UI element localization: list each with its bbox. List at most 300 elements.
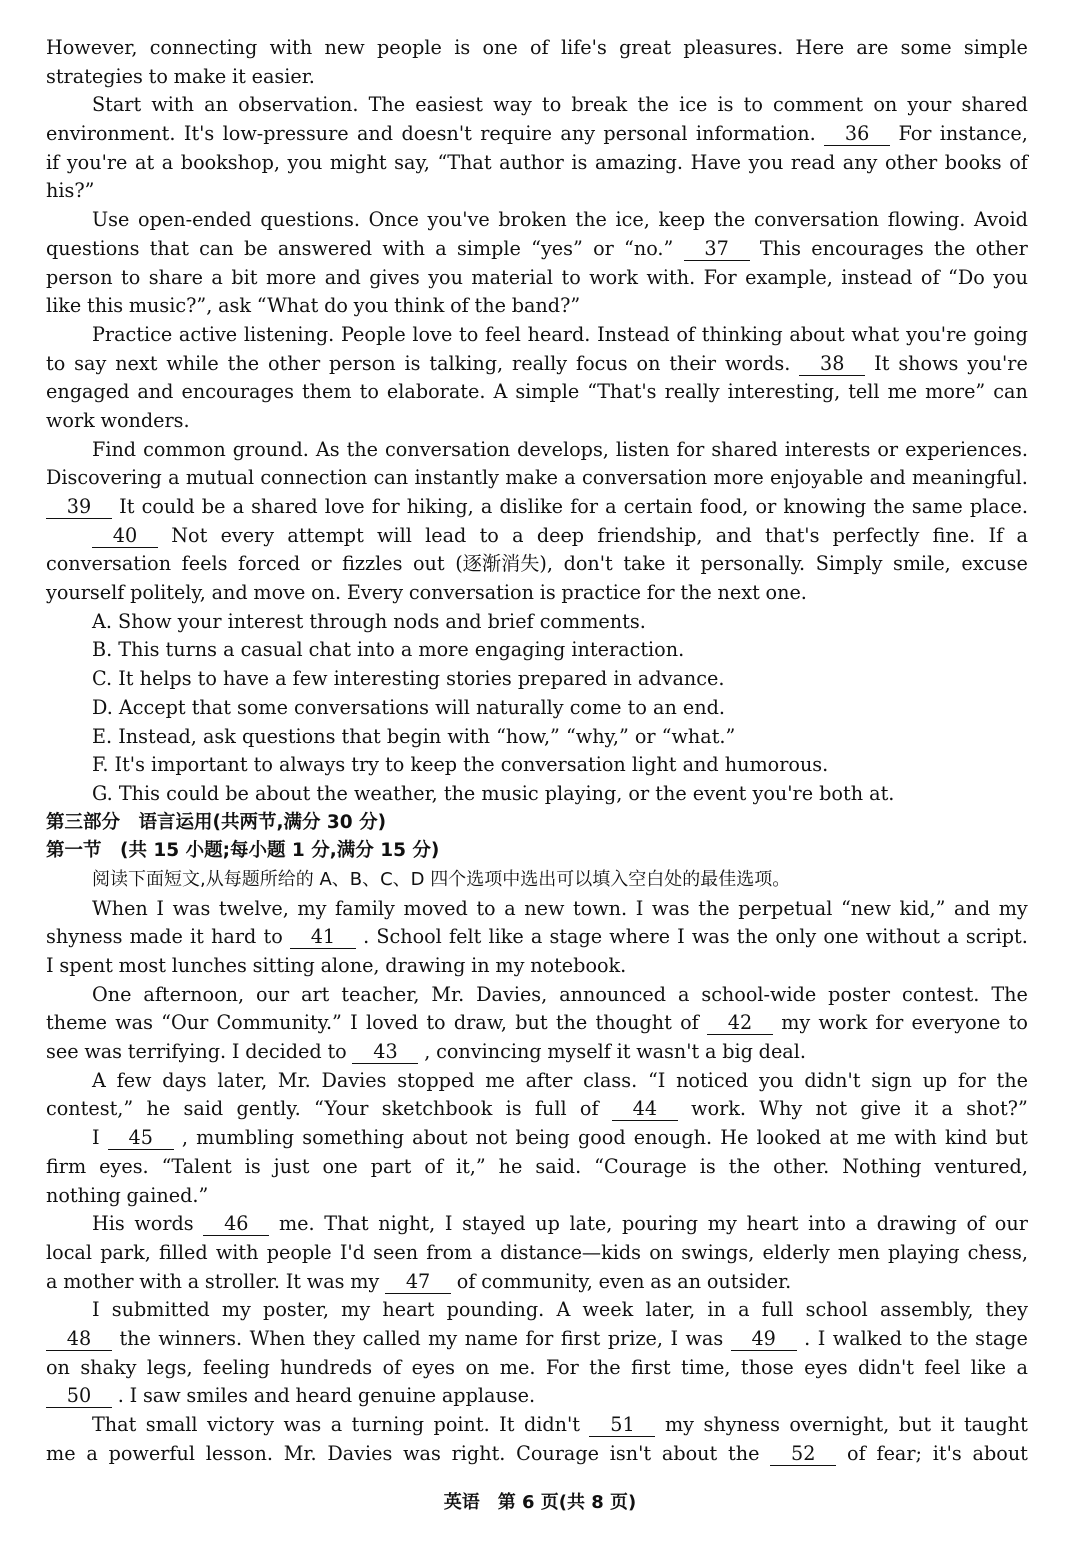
word: eyes. (99, 1154, 149, 1178)
word: Mr. (283, 1441, 317, 1465)
word: say, (394, 150, 430, 174)
word: your (907, 93, 952, 117)
word: tell (848, 380, 880, 404)
word: yourself (46, 581, 125, 605)
word: prize, (607, 1326, 663, 1350)
word: can (373, 466, 409, 490)
word: the (227, 351, 260, 375)
word: really (512, 351, 568, 375)
word: to (561, 265, 581, 289)
word: on. (311, 581, 342, 605)
word: other (975, 236, 1028, 260)
word: later, (645, 1298, 696, 1322)
word: personal (603, 122, 688, 146)
word: forced (238, 552, 301, 576)
word: mother (63, 1269, 134, 1293)
word: any (560, 122, 596, 146)
word: people (376, 36, 442, 59)
word: genuine (357, 1384, 437, 1408)
word: lead (425, 523, 467, 547)
text-line (46, 1411, 1028, 1440)
word: Mr. (277, 1068, 311, 1092)
word: or (593, 236, 614, 260)
word: big (722, 1040, 753, 1064)
text-line (46, 952, 1028, 981)
word: mumbling (196, 1126, 295, 1150)
text-line (46, 264, 1028, 293)
word: conversation (582, 466, 708, 490)
word: People (340, 322, 406, 346)
word: everyone (911, 1011, 1001, 1035)
word: legs, (146, 1355, 193, 1379)
answer-blank-40: 40 (92, 525, 158, 548)
word: for (875, 1011, 904, 1035)
word: me (485, 1068, 515, 1092)
answer-blank-42: 42 (707, 1012, 773, 1035)
word: and (356, 122, 394, 146)
word: small (145, 1413, 198, 1436)
word: at (829, 1126, 849, 1150)
word: a (605, 495, 617, 518)
text-line (46, 63, 1028, 92)
word: was (306, 1269, 345, 1293)
word: conversation (408, 581, 534, 605)
text-line (46, 378, 1028, 407)
word: you're (967, 351, 1028, 375)
word: ice (679, 93, 708, 117)
word: way (493, 93, 532, 117)
word: one (482, 36, 518, 59)
word: the (575, 208, 607, 232)
text-line (46, 436, 1028, 465)
word: nothing (46, 1183, 121, 1207)
word: “Talent (161, 1154, 232, 1178)
word: of (530, 36, 549, 59)
text-line (46, 1067, 1028, 1096)
word: the (996, 1068, 1028, 1092)
word: didn't (804, 1068, 861, 1092)
word: excuse (961, 552, 1028, 576)
word: fizzles (342, 552, 403, 576)
word: Once (368, 208, 419, 232)
word: the (698, 896, 730, 920)
text-line (46, 1210, 1028, 1239)
word: perfectly (832, 523, 920, 547)
page-footer: 英语 第 6 页(共 8 页) (443, 1492, 637, 1513)
word: for (676, 437, 705, 461)
word: environment. (46, 122, 176, 146)
word: . (363, 925, 370, 949)
word: first (560, 1326, 601, 1350)
word: elderly (762, 1240, 830, 1264)
word: stayed (462, 1212, 526, 1236)
word: will (377, 523, 412, 547)
word: while (166, 351, 219, 375)
word: as (650, 1269, 672, 1293)
word: feel (484, 322, 521, 346)
word: outsider. (706, 1269, 792, 1293)
word: at (135, 150, 155, 174)
word: perpetual (738, 896, 833, 920)
word: instead (841, 265, 913, 289)
word: and (869, 466, 906, 490)
word: on (46, 1355, 70, 1379)
text-line (46, 464, 1028, 493)
word: stopped (397, 1068, 475, 1092)
word: kind (944, 1126, 988, 1150)
word: it (190, 925, 204, 949)
word: on (649, 1240, 674, 1264)
word: are (856, 36, 889, 59)
answer-blank-43: 43 (352, 1041, 418, 1064)
word: or (877, 437, 899, 461)
word: observation. (238, 93, 359, 117)
word: was (691, 925, 730, 949)
word: It (499, 1413, 515, 1436)
word: . (117, 1384, 124, 1408)
word: is (244, 1154, 261, 1178)
word: do (324, 294, 348, 318)
option-f: F. It's important to always try to keep the conversation light and humorous. (92, 753, 829, 777)
word: filled (158, 1240, 208, 1264)
word: more (713, 466, 764, 490)
word: with (215, 1240, 259, 1264)
word: shared (711, 437, 778, 461)
text-line (46, 1124, 1028, 1153)
answer-blank-52: 52 (770, 1443, 836, 1466)
word: Have (690, 150, 741, 174)
page-content (46, 34, 1028, 1468)
word: men (837, 1240, 880, 1264)
word: notebook. (530, 954, 627, 977)
word: town. (572, 896, 628, 920)
word: ground. (232, 437, 309, 461)
word: of (847, 1441, 866, 1465)
word: what (851, 322, 900, 346)
word: heard (295, 1384, 353, 1408)
text-line (46, 1153, 1028, 1182)
answer-blank-41: 41 (290, 926, 356, 949)
word: he (146, 1097, 171, 1121)
word: “That's (587, 380, 657, 404)
word: days (162, 1068, 207, 1092)
word: a (480, 495, 493, 518)
word: of (966, 1212, 986, 1236)
word: up (922, 1068, 948, 1092)
word: However, (46, 36, 138, 59)
word: might (329, 150, 387, 174)
text-line (46, 493, 1028, 522)
word: draw, (453, 1011, 507, 1035)
word: I (156, 896, 164, 920)
word: into (808, 1212, 846, 1236)
word: the (936, 1326, 968, 1350)
word: A (92, 1068, 106, 1092)
word: amazing. (594, 150, 683, 174)
word: point. (433, 1413, 490, 1436)
word: poster, (263, 1298, 329, 1322)
word: heart (746, 1212, 799, 1236)
word: kid,” (899, 896, 946, 920)
word: It's (183, 122, 215, 146)
word: heard. (527, 322, 591, 346)
word: easier. (251, 64, 315, 88)
word: work. (691, 1097, 747, 1121)
word: elaborate. (386, 380, 486, 404)
word: their (669, 351, 717, 375)
word: to (327, 1040, 347, 1064)
text-line (46, 120, 1028, 149)
word: school-wide (701, 982, 817, 1006)
word: my (297, 896, 327, 920)
text-line (46, 1440, 1028, 1469)
word: of (450, 294, 469, 318)
word: meaningful. (912, 466, 1028, 490)
word: a (168, 466, 180, 490)
word: is (454, 36, 471, 59)
word: Use (92, 208, 130, 232)
word: friendship, (597, 523, 703, 547)
word: later, (217, 1068, 268, 1092)
word: most (118, 954, 166, 977)
word: more (265, 265, 317, 289)
word: work (589, 265, 638, 289)
word: pouring (621, 1212, 699, 1236)
word: one. (765, 581, 807, 605)
text-line (46, 1239, 1028, 1268)
word: One (92, 982, 132, 1006)
word: Practice (92, 322, 173, 346)
word: full (534, 1097, 567, 1121)
word: taught (963, 1413, 1028, 1436)
word: develops, (517, 437, 609, 461)
word: Community.” (216, 1011, 342, 1035)
word: Nothing (842, 1154, 922, 1178)
word: wonders. (100, 408, 190, 432)
word: and (211, 581, 248, 605)
word: but (995, 1126, 1028, 1150)
word: of (424, 1154, 443, 1178)
word: or (755, 495, 777, 518)
word: low-pressure (222, 122, 349, 146)
word: drawing (876, 1212, 957, 1236)
word: politely, (130, 581, 206, 605)
word: Davies, (476, 982, 548, 1006)
word: say (74, 351, 107, 375)
word: didn't (857, 1355, 915, 1379)
text-line (46, 1038, 1028, 1067)
word: Courage (516, 1441, 600, 1465)
word: knowing (783, 495, 867, 518)
word: enjoyable (770, 466, 864, 490)
word: This (759, 236, 801, 260)
word: comment (773, 93, 864, 117)
word: was (685, 1326, 724, 1350)
word: work (46, 408, 95, 432)
word: and (324, 265, 361, 289)
word: made (129, 925, 183, 949)
word: me. (278, 1212, 315, 1236)
word: full (761, 1298, 794, 1322)
text-line (46, 91, 1028, 120)
word: announced (559, 982, 667, 1006)
word: one (823, 925, 859, 949)
word: only (775, 925, 817, 949)
word: author (499, 150, 564, 174)
word: on (636, 351, 661, 375)
word: keep (658, 208, 706, 232)
word: conversation (753, 208, 880, 232)
word: is (505, 1097, 522, 1121)
word: break (571, 93, 628, 117)
word: loved (365, 1011, 419, 1035)
word: but (515, 1011, 548, 1035)
word: to (148, 64, 168, 88)
word: turning (351, 1413, 425, 1436)
word: experiences. (905, 437, 1028, 461)
word: enough. (633, 1126, 713, 1150)
word: a (232, 495, 245, 518)
word: shows (898, 351, 959, 375)
word: just (273, 1154, 310, 1178)
word: broken (498, 208, 567, 232)
word: gives (369, 265, 420, 289)
word: answered (277, 236, 373, 260)
word: from (426, 1240, 473, 1264)
word: to (46, 351, 66, 375)
word: shot?” (966, 1097, 1028, 1121)
word: to (479, 523, 499, 547)
word: terrifying. (127, 1040, 227, 1064)
word: an (677, 1269, 702, 1293)
word: said. (535, 1154, 582, 1178)
word: I (817, 1326, 826, 1350)
word: distance—kids (500, 1240, 642, 1264)
word: Here (795, 36, 845, 59)
word: It (119, 495, 135, 518)
word: When (249, 1326, 306, 1350)
word: to (542, 93, 562, 117)
word: with (269, 36, 313, 59)
word: going (973, 322, 1028, 346)
word: me (887, 380, 918, 404)
word: the (873, 495, 905, 518)
word: listening. (243, 322, 335, 346)
word: park, (100, 1240, 151, 1264)
word: move (253, 581, 306, 605)
word: and (253, 1384, 290, 1408)
word: my (664, 1413, 694, 1436)
word: a (947, 925, 959, 949)
word: ventured, (934, 1154, 1028, 1178)
word: questions (46, 236, 140, 260)
word: lesson. (205, 1441, 273, 1465)
word: a (530, 925, 543, 949)
answer-blank-37: 37 (684, 238, 750, 261)
word: “I (647, 1068, 666, 1092)
text-line (46, 292, 1028, 321)
word: and (715, 523, 752, 547)
word: for (957, 1068, 986, 1092)
word: art (301, 982, 330, 1006)
word: practice (561, 581, 642, 605)
word: every (220, 523, 275, 547)
word: a (738, 1298, 750, 1322)
word: A (493, 380, 508, 404)
word: other. (773, 1154, 830, 1178)
word: Avoid (974, 208, 1028, 232)
word: could (141, 495, 195, 518)
word: “new (840, 896, 891, 920)
word: next (717, 581, 760, 605)
word: wasn't (636, 1040, 700, 1064)
word: to (909, 1326, 929, 1350)
word: it (616, 1040, 631, 1064)
word: something (302, 1126, 405, 1150)
word: Mr. (431, 982, 465, 1006)
word: more” (925, 380, 986, 404)
word: some (900, 36, 952, 59)
word: Find (92, 437, 137, 461)
word: said (183, 1097, 224, 1121)
word: “Our (161, 1011, 209, 1035)
word: eyes (411, 1355, 456, 1379)
word: I (92, 1298, 100, 1322)
word: with (151, 93, 194, 117)
word: my (495, 954, 525, 977)
word: is (699, 1154, 716, 1178)
word: to (743, 93, 763, 117)
word: my (341, 1298, 371, 1322)
word: Why (759, 1097, 803, 1121)
word: That (324, 1212, 369, 1236)
word: if (46, 150, 60, 174)
word: simple (515, 380, 580, 404)
text-line (46, 1296, 1028, 1325)
word: our (994, 1212, 1028, 1236)
word: common (143, 437, 226, 461)
word: was (172, 896, 211, 920)
word: a (435, 236, 447, 260)
word: read (790, 150, 836, 174)
word: this (87, 294, 124, 318)
answer-blank-47: 47 (385, 1271, 451, 1294)
word: any (842, 150, 878, 174)
word: it (914, 1097, 929, 1121)
word: a (677, 982, 690, 1006)
word: simple (456, 236, 521, 260)
word: time, (681, 1355, 731, 1379)
answer-blank-48: 48 (46, 1328, 112, 1351)
word: and (954, 896, 991, 920)
word: name (464, 1326, 519, 1350)
word: of (1009, 150, 1028, 174)
word: attempt (287, 523, 364, 547)
word: winners. (158, 1326, 243, 1350)
option-e: E. Instead, ask questions that begin with “how,” “why,” or “what.” (92, 724, 736, 748)
word: a (161, 150, 174, 174)
word: where (609, 925, 670, 949)
word: local (46, 1240, 93, 1264)
word: was (403, 1441, 441, 1465)
word: for (570, 495, 599, 518)
word: new (524, 896, 565, 920)
word: “Do (948, 265, 985, 289)
word: require (480, 122, 553, 146)
word: simple (963, 36, 1028, 59)
word: you've (427, 208, 490, 232)
word: For (898, 122, 932, 146)
